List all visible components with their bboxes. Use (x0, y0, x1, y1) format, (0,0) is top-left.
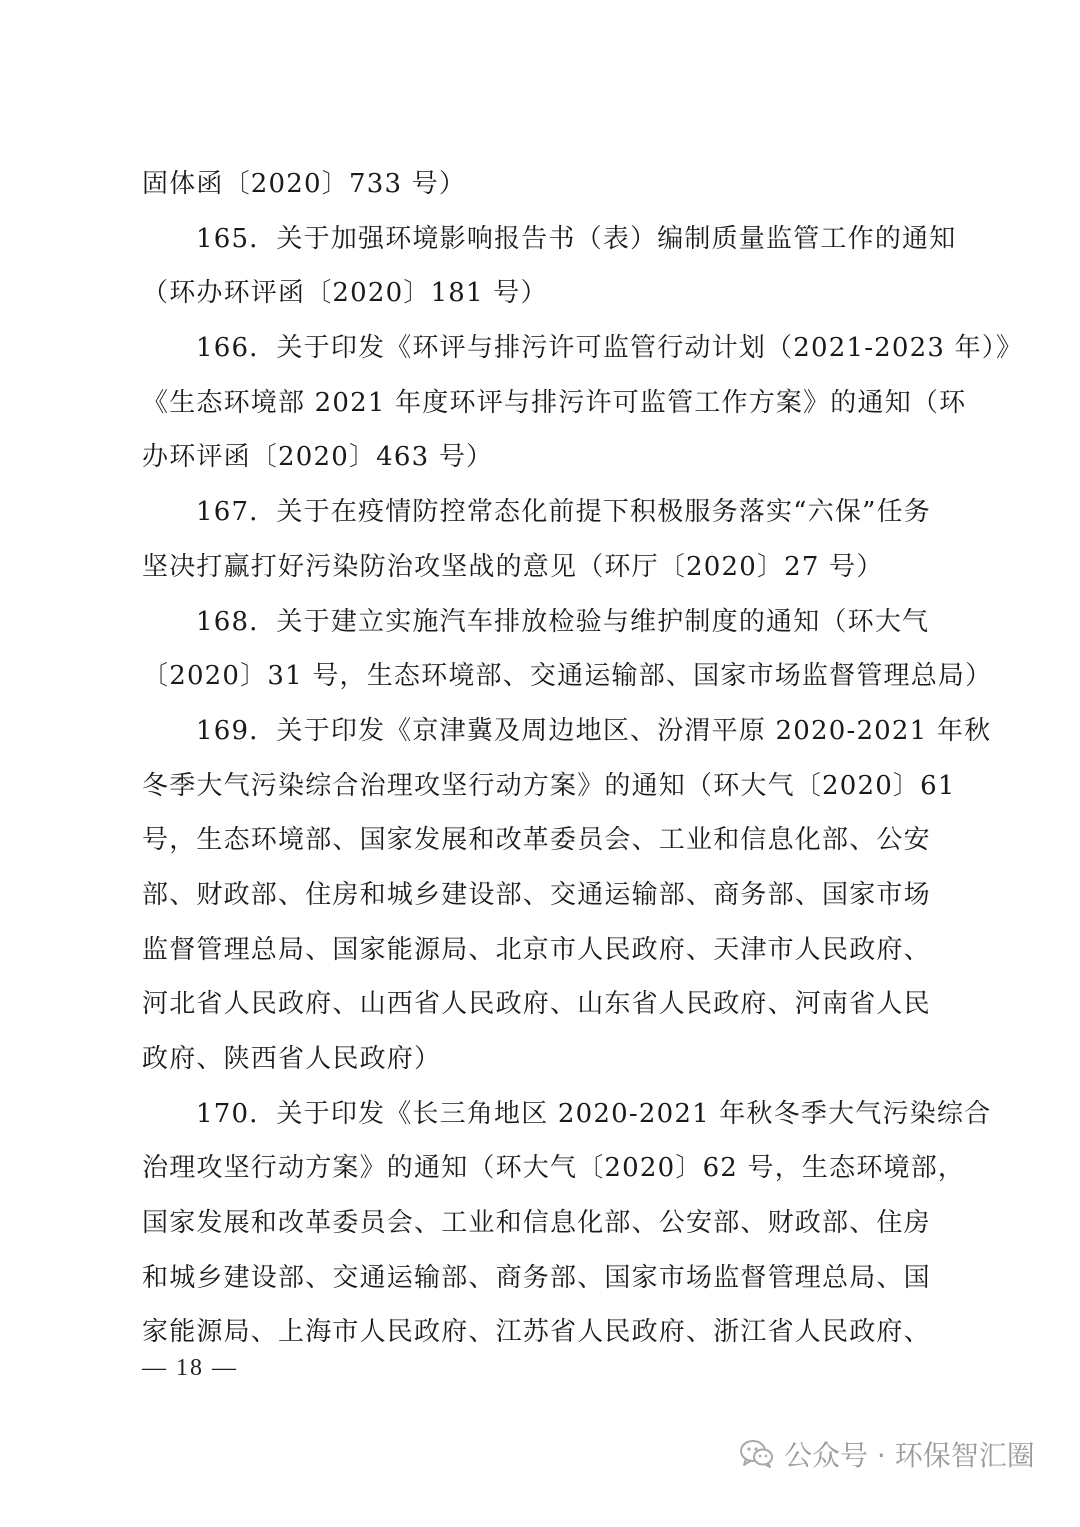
text-line: 168．关于建立实施汽车排放检验与维护制度的通知（环大气 (196, 606, 930, 637)
text-line: 和城乡建设部、交通运输部、商务部、国家市场监督管理总局、国 (142, 1262, 931, 1293)
text-line: 165．关于加强环境影响报告书（表）编制质量监管工作的通知 (196, 223, 957, 254)
text-line: 部、财政部、住房和城乡建设部、交通运输部、商务部、国家市场 (142, 879, 931, 910)
text-line: 167．关于在疫情防控常态化前提下积极服务落实“六保”任务 (196, 497, 932, 528)
text-line: 169．关于印发《京津冀及周边地区、汾渭平原 2020-2021 年秋 (196, 715, 992, 746)
watermark (740, 1430, 1035, 1478)
page-number: — 18 — (142, 1355, 238, 1381)
text-line: （环办环评函〔2020〕181 号） (142, 278, 548, 309)
text-line: 政府、陕西省人民政府） (142, 1044, 442, 1074)
text-line: 170．关于印发《长三角地区 2020-2021 年秋冬季大气污染综合 (196, 1098, 992, 1129)
text-line: 坚决打赢打好污染防治攻坚战的意见（环厅〔2020〕27 号） (142, 551, 884, 582)
text-line: 冬季大气污染综合治理攻坚行动方案》的通知（环大气〔2020〕61 (142, 770, 956, 801)
text-line: 监督管理总局、国家能源局、北京市人民政府、天津市人民政府、 (142, 934, 931, 965)
text-line: 《生态环境部 2021 年度环评与排污许可监管工作方案》的通知（环 (142, 387, 967, 418)
text-line: 166．关于印发《环评与排污许可监管行动计划（2021-2023 年）》 (196, 333, 1024, 364)
text-line: 国家发展和改革委员会、工业和信息化部、公安部、财政部、住房 (142, 1208, 931, 1239)
text-line: 号，生态环境部、国家发展和改革委员会、工业和信息化部、公安 (142, 825, 931, 856)
wechat-icon (740, 1439, 774, 1469)
document-body (142, 157, 1024, 1360)
text-line: 办环评函〔2020〕463 号） (142, 442, 494, 473)
text-line: 家能源局、上海市人民政府、江苏省人民政府、浙江省人民政府、 (142, 1317, 931, 1348)
text-line: 河北省人民政府、山西省人民政府、山东省人民政府、河南省人民 (142, 989, 931, 1020)
text-line: 〔2020〕31 号，生态环境部、交通运输部、国家市场监督管理总局） (142, 661, 993, 692)
text-line: 固体函〔2020〕733 号） (142, 169, 467, 199)
watermark-text: 公众号 · 环保智汇圈 (784, 1439, 1035, 1472)
text-line: 治理攻坚行动方案》的通知（环大气〔2020〕62 号，生态环境部， (142, 1153, 966, 1184)
